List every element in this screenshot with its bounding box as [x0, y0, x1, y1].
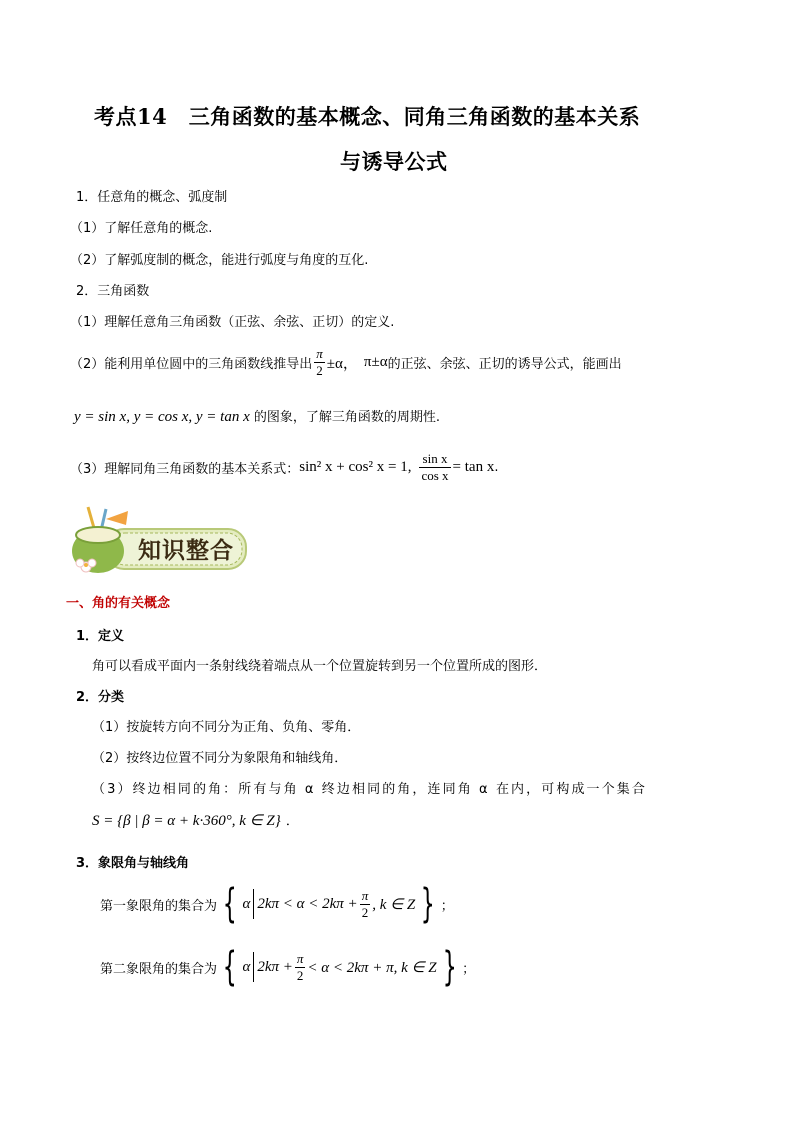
req-s2-item2-line2 — [74, 406, 440, 426]
class-heading: 2．分类 — [76, 690, 125, 705]
req-s1-heading: 1．任意角的概念、弧度制 — [76, 190, 228, 205]
set-divider — [253, 889, 254, 919]
right-brace: } — [421, 881, 436, 927]
pm-alpha: ±α， — [326, 356, 358, 372]
set-divider — [253, 952, 254, 982]
coterminal-set-formula: S = {β | β = α + k·360°, k ∈ Z} — [92, 813, 281, 829]
fraction-numerator: π — [361, 887, 369, 903]
fraction-numerator: π — [316, 346, 323, 361]
right-brace: } — [442, 944, 457, 990]
req-s2-item2-prefix: （2）能利用单位圆中的三角函数线推导出 — [70, 357, 313, 372]
req-s2-item3-prefix: （3）理解同角三角函数的基本关系式： — [70, 462, 300, 477]
def-text: 角可以看成平面内一条射线绕着端点从一个位置旋转到另一个位置所成的图形． — [92, 659, 548, 674]
set-variable: α — [242, 958, 251, 975]
class-item2: （2）按终边位置不同分为象限角和轴线角． — [92, 751, 348, 766]
req-s2-item1: （1）理解任意角三角函数（正弦、余弦、正切）的定义. — [70, 315, 395, 330]
req-s2-item2 — [70, 346, 622, 379]
req-s1-item1: （1）了解任意角的概念. — [70, 221, 213, 236]
quadrant1-set — [100, 881, 454, 927]
req-s2-item3 — [70, 451, 498, 484]
pythagorean-identity: sin² x + cos² x = 1, — [299, 459, 412, 475]
set-variable: α — [242, 895, 251, 912]
quad-heading: 3．象限角与轴线角 — [76, 856, 190, 871]
function-list-math: y = sin x, y = cos x, y = tan x — [74, 409, 250, 425]
badge-label: 知识整合 — [138, 537, 234, 564]
def-heading: 1．定义 — [76, 629, 125, 644]
quadrant1-end: ； — [440, 898, 454, 914]
fraction-denominator: 2 — [361, 904, 369, 920]
class-item1: （1）按旋转方向不同分为正角、负角、零角． — [92, 720, 361, 735]
quadrant2-label: 第二象限角的集合为 — [100, 961, 218, 977]
left-brace: { — [222, 881, 237, 927]
quadrant2-condition-a: 2kπ + — [257, 958, 293, 975]
quadrant1-condition-b: , k ∈ Z — [372, 896, 416, 913]
fraction-numerator: sin x — [422, 451, 448, 466]
quadrant2-condition-b: < α < 2kπ + π, k ∈ Z — [307, 959, 437, 976]
pi-over-2-fraction — [295, 951, 306, 984]
req-s2-heading: 2．三角函数 — [76, 284, 150, 299]
fraction-denominator: 2 — [296, 967, 304, 983]
sin-over-cos-fraction — [419, 451, 450, 484]
page-title-line1: 考点14 三角函数的基本概念、同角三角函数的基本关系 — [94, 104, 641, 129]
pi-over-2-fraction — [360, 888, 371, 921]
quadrant2-end: ； — [462, 961, 476, 977]
class-item3: （3）终边相同的角：所有与角 α 终边相同的角，连同角 α 在内，可构成一个集合 — [92, 782, 647, 797]
req-s1-item2: （2）了解弧度制的概念，能进行弧度与角度的互化. — [70, 253, 369, 268]
quadrant1-condition-a: 2kπ < α < 2kπ + — [257, 895, 358, 912]
fraction-numerator: π — [296, 950, 304, 966]
page-title-line2: 与诱导公式 — [340, 149, 448, 174]
fraction-denominator: cos x — [421, 468, 449, 483]
quadrant2-set — [100, 944, 476, 990]
knowledge-badge — [66, 505, 250, 577]
section1-heading: 一、角的有关概念 — [66, 596, 171, 611]
function-list-text: 的图象，了解三角函数的周期性. — [253, 410, 441, 425]
req-s2-item2-suffix: 的正弦、余弦、正切的诱导公式，能画出 — [387, 357, 622, 372]
left-brace: { — [222, 944, 237, 990]
pi-over-2-fraction — [314, 346, 325, 379]
quadrant1-label: 第一象限角的集合为 — [100, 898, 218, 914]
tan-identity: = tan x — [452, 459, 495, 475]
fraction-denominator: 2 — [316, 363, 323, 378]
req-s2-item3-end: . — [494, 460, 499, 475]
pi-pm-alpha: π±α — [363, 354, 388, 370]
class-item3-end: ． — [285, 814, 299, 829]
class-item3-set-line — [92, 810, 299, 830]
